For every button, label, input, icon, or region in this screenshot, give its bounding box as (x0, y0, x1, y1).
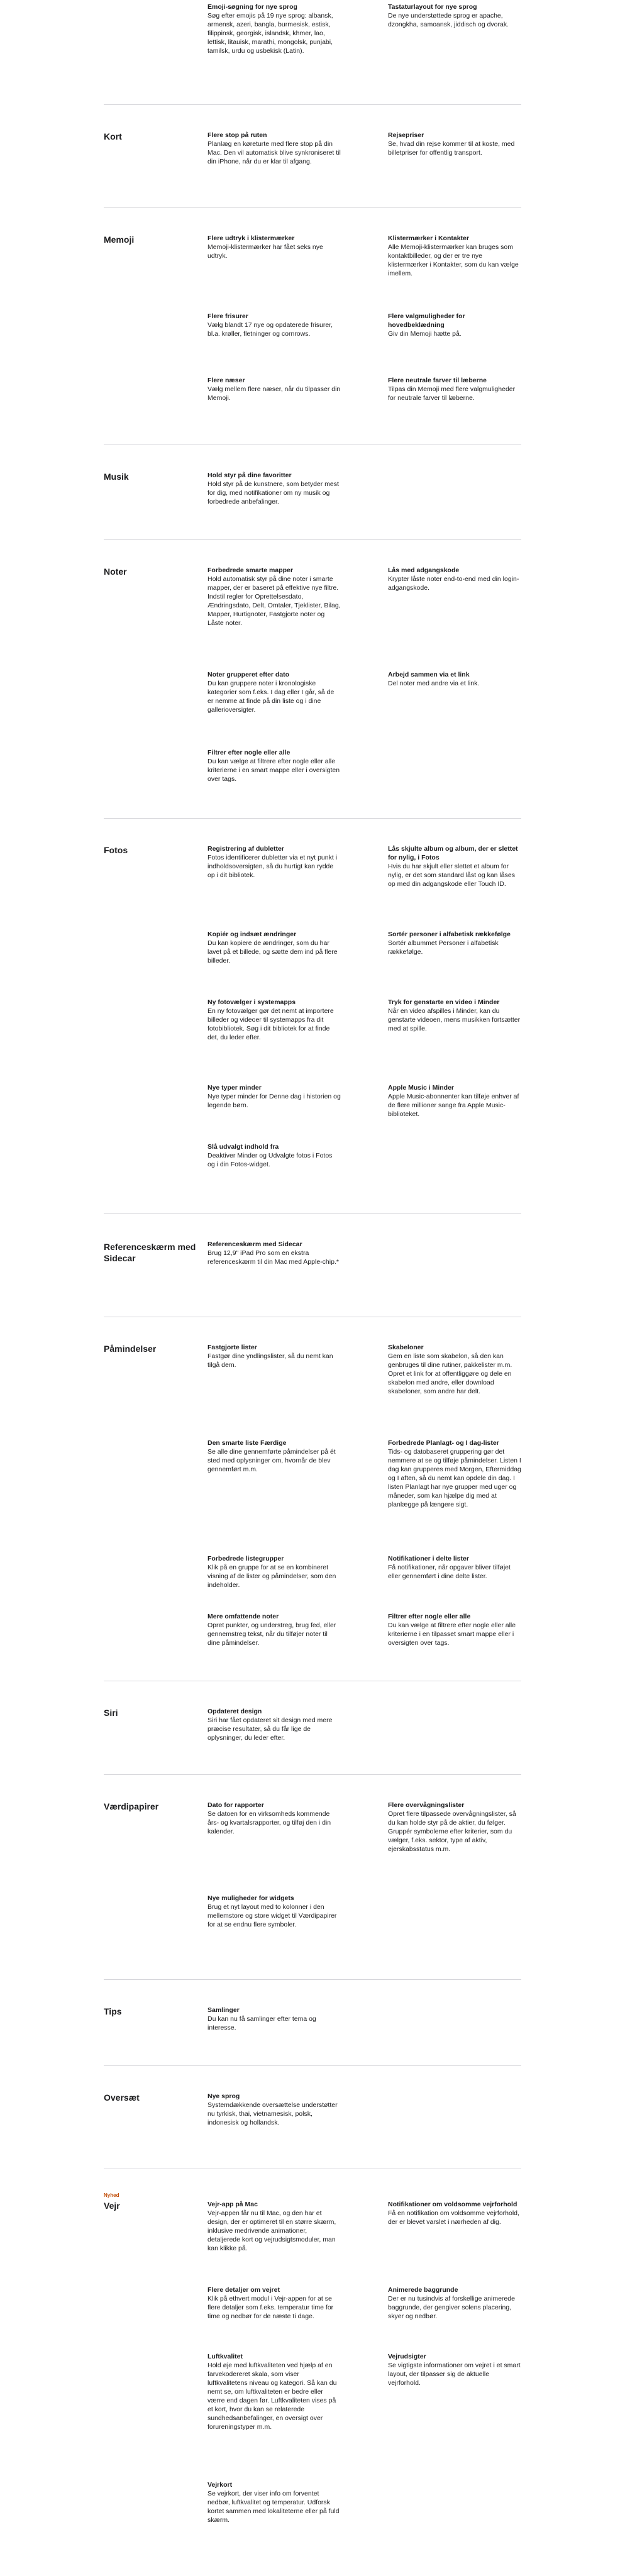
feature-desc: Få en notifikation om voldsomme vejrforhold, der er blevet varslet i nærheden af dig. (388, 2209, 519, 2226)
feature-title: Notifikationer i delte lister (388, 1555, 469, 1562)
feature-apple-music-memories (388, 1083, 521, 1119)
feature-desc: Systemdækkende oversættelse understøtter nu tyrkisk, thai, vietnamesisk, polsk, indonesisk og hollandsk. (207, 2101, 338, 2126)
feature-title: Registrering af dubletter (207, 845, 284, 853)
feature-title: Notifikationer om voldsomme vejrforhold (388, 2201, 517, 2208)
feature-title: Ny fotovælger i systemapps (207, 998, 296, 1006)
feature-severe-weather (388, 2200, 521, 2226)
feature-desc: Gem en liste som skabelon, så den kan genbruges til dine rutiner, pakkelister m.m. Opret et link for at offentliggøre og dele en skabelon med andre, eller download skabeloner, som andre har delt. (388, 1352, 512, 1395)
feature-title: Forbedrede smarte mapper (207, 567, 293, 574)
feature-desc: Du kan gruppere noter i kronologiske kategorier som f.eks. I dag eller I går, så de er nemme at finde på din liste og i dine gallerioversigter. (207, 680, 335, 714)
feature-title: Nye muligheder for widgets (207, 1894, 294, 1902)
feature-desc: Hvis du har skjult eller slettet et album for nylig, er det som standard låst og kan låses op med din adgangskode eller Touch ID. (388, 863, 515, 888)
feature-desc: Fastgør dine yndlingslister, så du nemt kan tilgå dem. (207, 1352, 333, 1369)
feature-air-quality (207, 2352, 341, 2431)
feature-forecasts (388, 2352, 521, 2387)
feature-title: Klistermærker i Kontakter (388, 235, 469, 242)
section-divider (104, 818, 521, 819)
section-title: Tips (104, 2006, 122, 2016)
feature-completed-list (207, 1439, 341, 1474)
feature-title: Tastaturlayout for nye sprog (388, 3, 477, 11)
feature-title: Flere neutrale farver til læberne (388, 377, 487, 384)
feature-title: Flere valgmuligheder for hovedbeklædning (388, 312, 465, 329)
feature-updated-design (207, 1707, 341, 1742)
feature-headwear (388, 312, 521, 338)
feature-desc: Der er nu tusindvis af forskellige animerede baggrunde, der gengiver solens placering, skyer og nedbør. (388, 2295, 515, 2320)
feature-title: Forbedrede listegrupper (207, 1555, 284, 1562)
feature-desc: Du kan vælge at filtrere efter nogle eller alle kriterierne i en tilpasset smart mappe eller i oversigten over tags. (388, 1622, 516, 1647)
feature-desc: Få notifikationer, når opgaver bliver tilføjet eller gennemført i dine delte lister. (388, 1564, 511, 1580)
feature-title: Lås med adgangskode (388, 567, 460, 574)
section-divider (104, 1774, 521, 1775)
feature-title: Nye typer minder (207, 1084, 262, 1092)
feature-multiple-stops (207, 131, 341, 166)
feature-title: Flere stop på ruten (207, 131, 267, 139)
feature-desc: Alle Memoji-klistermærker kan bruges som kontaktbilleder, og der er tre nye klistermærker i Kontakter, som du kan vælge imellem. (388, 243, 519, 277)
feature-desc: Planlæg en køreturte med flere stop på din Mac. Den vil automatisk blive synkroniseret til din iPhone, når du er klar til afgang. (207, 140, 341, 165)
section-title: Memoji (104, 235, 135, 245)
feature-desc: Tilpas din Memoji med flere valgmuligheder for neutrale farver til læberne. (388, 385, 516, 402)
feature-desc: De nye understøttede sprog er apache, dzongkha, samoansk, jiddisch og dvorak. (388, 12, 509, 28)
feature-hairstyles (207, 312, 341, 338)
feature-widget-options (207, 1894, 341, 1929)
section-title: Påmindelser (104, 1344, 157, 1354)
feature-collections (207, 2006, 341, 2032)
feature-desc: Fotos identificerer dubletter via et nyt punkt i indholdsoversigten, så du hurtigt kan rydde op i dit bibliotek. (207, 854, 338, 879)
feature-desc: En ny fotovælger gør det nemt at importere billeder og videoer til systemapps fra dit fotobibliotek. Søg i dit bibliotek for at finde det, du leder efter. (207, 1007, 334, 1041)
feature-desc: Se, hvad din rejse kommer til at koste, med billetpriser for offentlig transport. (388, 140, 515, 157)
feature-desc: Se alle dine gennemførte påmindelser på ét sted med oplysninger om, hvornår de blev gennemført m.m. (207, 1448, 336, 1473)
feature-desc: Siri har fået opdateret sit design med mere præcise resultater, så du får lige de oplysninger, du leder efter. (207, 1716, 333, 1742)
feature-title: Rejsepriser (388, 131, 424, 139)
section-divider (104, 1213, 521, 1214)
feature-desc: Opret flere tilpassede overvågningslister, så du kan holde styr på de aktier, du følger. Gruppér symbolerne efter kriterier, som du vælger, f.eks. sektor, type af aktiv, ejerskabsstatus m.m. (388, 1810, 516, 1853)
section-divider (104, 2065, 521, 2066)
feature-filter-any-all-reminders (388, 1612, 521, 1647)
feature-title: Samlinger (207, 2006, 240, 2014)
section-title: Fotos (104, 845, 128, 855)
feature-title: Tryk for genstarte en video i Minder (388, 998, 500, 1006)
feature-desc: Memoji-klistermærker har fået seks nye udtryk. (207, 243, 323, 260)
feature-desc: Hold øje med luftkvaliteten ved hjælp af en farvekodereret skala, som viser luftkvalitetens niveau og kategori. Så kan du nemt se, om luftkvaliteten er bedre eller værre end dagen før. Luftkvaliteten vises på et kort, hvor du kan se relaterede sundhedsanbefalinger, en oversigt over forureningstyper m.m. (207, 2362, 337, 2431)
feature-title: Filtrer efter nogle eller alle (207, 749, 290, 756)
feature-desc: Du kan nu få samlinger efter tema og interesse. (207, 2015, 316, 2032)
feature-emoji-search (207, 3, 341, 55)
feature-weather-maps (207, 2480, 341, 2524)
feature-desc: Klik på ethvert modul i Vejr-appen for at se flere detaljer som f.eks. temperatur time for time og nedbør for de næste ti dage. (207, 2295, 334, 2320)
feature-title: Arbejd sammen via et link (388, 671, 470, 678)
feature-grouped-by-date (207, 670, 341, 714)
feature-desc: Brug 12,9" iPad Pro som en ekstra referenceskærm til din Mac med Apple-chip.* (207, 1249, 339, 1266)
feature-desc: Giv din Memoji hætte på. (388, 330, 462, 338)
feature-title: Mere omfattende noter (207, 1613, 279, 1620)
feature-desc: Når en video afspilles i Minder, kan du genstarte videoen, mens musikken fortsætter med at spille. (388, 1007, 521, 1032)
feature-desc: Du kan kopiere de ændringer, som du har lavet på et billede, og sætte dem ind på flere billeder. (207, 939, 338, 965)
feature-title: Forbedrede Planlagt- og I dag-lister (388, 1439, 499, 1447)
feature-title: Slå udvalgt indhold fra (207, 1143, 279, 1151)
feature-title: Flere udtryk i klistermærker (207, 235, 295, 242)
section-title: Siri (104, 1708, 118, 1718)
feature-noses (207, 376, 341, 402)
new-badge: Nyhed (104, 2192, 119, 2198)
feature-desc: Vælg mellem flere næser, når du tilpasser din Memoji. (207, 385, 341, 402)
feature-scheduled-today (388, 1439, 521, 1509)
feature-weather-details (207, 2286, 341, 2321)
feature-desc: Krypter låste noter end-to-end med din login-adgangskode. (388, 575, 519, 592)
feature-desc: Hold styr på de kunstnere, som betyder mest for dig, med notifikationer om ny musik og forbedrede anbefalinger. (207, 480, 339, 506)
feature-title: Vejrudsigter (388, 2353, 426, 2360)
feature-desc: Del noter med andre via et link. (388, 680, 480, 687)
section-title: Værdipapirer (104, 1801, 159, 1811)
section-title: Musik (104, 472, 129, 482)
feature-title: Flere overvågningslister (388, 1801, 465, 1809)
feature-desc: Nye typer minder for Denne dag i historien og legende børn. (207, 1093, 341, 1109)
feature-title: Dato for rapporter (207, 1801, 264, 1809)
feature-title: Hold styr på dine favoritter (207, 472, 292, 479)
section-divider (104, 104, 521, 105)
feature-copy-paste-edits (207, 930, 341, 965)
section-divider (104, 1979, 521, 1980)
feature-title: Emoji-søgning for nye sprog (207, 3, 297, 11)
section-divider (104, 207, 521, 208)
feature-reference-display (207, 1240, 341, 1266)
feature-desc: Vælg blandt 17 nye og opdaterede frisurer, bl.a. krøller, fletninger og cornrows. (207, 321, 333, 338)
feature-title: Luftkvalitet (207, 2353, 243, 2360)
feature-sort-people (388, 930, 521, 956)
feature-title: Noter grupperet efter dato (207, 671, 290, 678)
section-title: Noter (104, 567, 127, 577)
feature-tap-restart-video (388, 998, 521, 1033)
feature-rich-notes (207, 1612, 341, 1647)
feature-filter-any-all (207, 748, 341, 783)
feature-desc: Brug et nyt layout med to kolonner i den mellemstore og store widget til Værdipapirer for at se endnu flere symboler. (207, 1903, 337, 1928)
feature-smart-folders (207, 566, 341, 627)
feature-templates (388, 1343, 521, 1396)
feature-new-languages (207, 2092, 341, 2127)
feature-disable-featured (207, 1142, 341, 1169)
section-divider (104, 539, 521, 540)
feature-lock-hidden-albums (388, 844, 521, 888)
feature-title: Flere næser (207, 377, 245, 384)
feature-report-dates (207, 1801, 341, 1836)
feature-pinned-lists (207, 1343, 341, 1369)
feature-desc: Tids- og datobaseret gruppering gør det nemmere at se og tilføje påmindelser. Listen I dag kan grupperes med Morgen, Eftermiddag og I aften, så du nemt kan opdele din dag. I listen Planlagt har nye grupper med uger og måneder, som kan hjælpe dig med at planlægge på længere sigt. (388, 1448, 521, 1508)
feature-desc: Apple Music-abonnenter kan tilføje enhver af de flere millioner sange fra Apple Music-biblioteket. (388, 1093, 519, 1118)
feature-shared-notifications (388, 1554, 521, 1581)
feature-title: Vejrkort (207, 2481, 233, 2489)
feature-duplicate-detection (207, 844, 341, 880)
feature-desc: Se vigtigste informationer om vejret i et smart layout, der tilpasser sig de aktuelle vejrforhold. (388, 2362, 521, 2387)
section-title: Oversæt (104, 2092, 140, 2103)
feature-title: Filtrer efter nogle eller alle (388, 1613, 471, 1620)
feature-desc: Klik på en gruppe for at se en kombineret visning af de lister og påmindelser, som den indeholder. (207, 1564, 336, 1589)
feature-favorites (207, 471, 341, 506)
feature-title: Lås skjulte album og album, der er slettet for nylig, i Fotos (388, 845, 518, 861)
feature-desc: Søg efter emojis på 19 nye sprog: albansk, armensk, azeri, bangla, burmesisk, estisk, filippinsk, georgisk, islandsk, khmer, lao, lettisk, litauisk, marathi, mongolsk, punjabi, tamilsk, urdu og usbekisk (Latin). (207, 12, 333, 55)
feature-memory-types (207, 1083, 341, 1110)
feature-desc: Se vejrkort, der viser info om forventet nedbør, luftkvalitet og temperatur. Udforsk kortet sammen med lokaliteterne eller på fuld skærm. (207, 2490, 340, 2524)
feature-desc: Vejr-appen får nu til Mac, og den har et design, der er optimeret til en større skærm, inklusive medrivende animationer, detaljerede kort og vejrudsigtsmoduler, man kan klikke på. (207, 2209, 336, 2252)
feature-password-lock (388, 566, 521, 592)
feature-lip-colors (388, 376, 521, 402)
feature-title: Kopiér og indsæt ændringer (207, 931, 297, 938)
feature-desc: Se datoen for en virksomheds kommende års- og kvartalsrapporter, og tilføj den i din kalender. (207, 1810, 331, 1835)
feature-weather-mac (207, 2200, 341, 2253)
feature-contact-stickers (388, 234, 521, 278)
feature-title: Flere frisurer (207, 312, 248, 320)
feature-title: Skabeloner (388, 1344, 424, 1351)
feature-title: Opdateret design (207, 1708, 262, 1715)
section-title: Vejr (104, 2201, 120, 2211)
feature-desc: Du kan vælge at filtrere efter nogle eller alle kriterierne i en smart mappe eller i oversigten over tags. (207, 758, 340, 783)
feature-title: Animerede baggrunde (388, 2286, 458, 2294)
feature-sticker-expressions (207, 234, 341, 260)
section-title: Kort (104, 131, 122, 141)
feature-title: Sortér personer i alfabetisk rækkefølge (388, 931, 511, 938)
feature-animated-backgrounds (388, 2286, 521, 2321)
feature-title: Vejr-app på Mac (207, 2201, 258, 2208)
feature-title: Den smarte liste Færdige (207, 1439, 287, 1447)
feature-desc: Deaktiver Minder og Udvalgte fotos i Fotos og i din Fotos-widget. (207, 1152, 333, 1168)
feature-desc: Sortér albummet Personer i alfabetisk rækkefølge. (388, 939, 499, 956)
feature-title: Nye sprog (207, 2092, 240, 2100)
feature-watchlists (388, 1801, 521, 1854)
section-title: Referenceskærm med Sidecar (104, 1242, 196, 1263)
feature-keyboard-layout (388, 3, 521, 29)
feature-title: Apple Music i Minder (388, 1084, 455, 1092)
feature-collaborate-link (388, 670, 521, 688)
feature-title: Referenceskærm med Sidecar (207, 1241, 302, 1248)
feature-desc: Opret punkter, og understreg, brug fed, eller gennemstreg tekst, når du tilføjer noter til dine påmindelser. (207, 1622, 336, 1647)
feature-travel-prices (388, 131, 521, 157)
feature-title: Flere detaljer om vejret (207, 2286, 280, 2294)
feature-photo-picker (207, 998, 341, 1042)
feature-list-groups (207, 1554, 341, 1589)
feature-title: Fastgjorte lister (207, 1344, 257, 1351)
feature-desc: Hold automatisk styr på dine noter i smarte mapper, der er baseret på effektive nye filtre. Indstil regler for Oprettelsesdato, Ændringsdato, Delt, Omtaler, Tjeklister, Bilag, Mapper, Hurtignoter, Fastgjorte noter og Låste noter. (207, 575, 341, 627)
